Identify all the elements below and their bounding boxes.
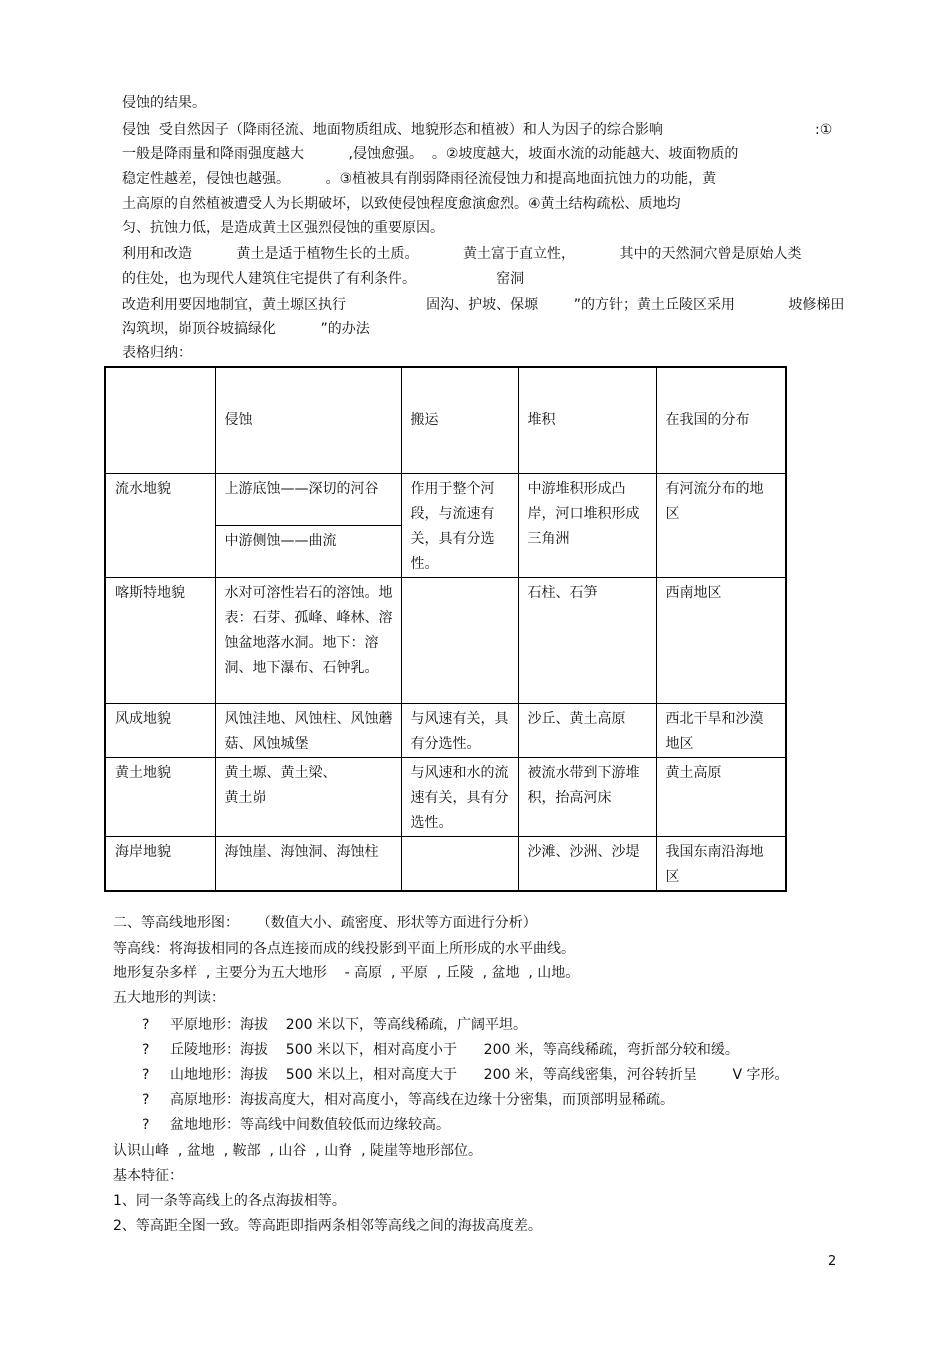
bullet-text: 高原地形：海拔高度大，相对高度小，等高线在边缘十分密集，而顶部明显稀疏。 (170, 1092, 674, 1108)
row-name: 流水地貌 (105, 474, 215, 578)
bullet-mark: ? (142, 1092, 150, 1108)
intro-line: 匀、抗蚀力低，是造成黄土区强烈侵蚀的重要原因。 (122, 220, 444, 236)
erosion-cell (215, 474, 401, 578)
intro-line: 侵蚀的结果。 (122, 95, 206, 111)
erosion-sub: 上游底蚀——深切的河谷 (216, 474, 401, 526)
section-line: 地形复杂多样 , 主要分为五大地形 - 高原 , 平原 , 丘陵 , 盆地 , 山地。 (113, 965, 580, 981)
deposit-cell: 石柱、石笋 (518, 578, 656, 704)
transport-cell (401, 837, 518, 892)
table-row (105, 474, 786, 578)
bullet-text: 丘陵地形：海拔 500 米以下，相对高度小于 200 米，等高线稀疏，弯折部分较和缓。 (170, 1042, 739, 1058)
row-name: 黄土地貌 (105, 758, 215, 837)
distribution-cell: 有河流分布的地区 (656, 474, 786, 578)
section-line: 五大地形的判读： (113, 990, 225, 1006)
deposit-cell: 沙丘、黄土高原 (518, 704, 656, 758)
erosion-sub: 中游侧蚀——曲流 (224, 533, 337, 549)
transport-cell: 与风速有关，具有分选性。 (401, 704, 518, 758)
erosion-cell: 风蚀洼地、风蚀柱、风蚀蘑菇、风蚀城堡 (215, 704, 401, 758)
distribution-cell: 我国东南沿海地区 (656, 837, 786, 892)
intro-line-end: :① (815, 122, 833, 138)
bullet-text: 盆地地形：等高线中间数值较低而边缘较高。 (170, 1117, 450, 1133)
intro-line: 土高原的自然植被遭受人为长期破坏，以致使侵蚀程度愈演愈烈。④黄土结构疏松、质地均 (122, 196, 681, 212)
table-row (105, 837, 786, 892)
erosion-cell (215, 758, 401, 837)
page-number: 2 (828, 1254, 837, 1269)
erosion-line: 黄土塬、黄土梁、 (224, 765, 337, 781)
section-line: 认识山峰 , 盆地 , 鞍部 , 山谷 , 山脊 , 陡崖等地形部位。 (113, 1143, 483, 1159)
erosion-line: 黄土峁 (224, 790, 267, 806)
header-cell (105, 367, 215, 474)
distribution-cell: 西南地区 (656, 578, 786, 704)
row-name: 喀斯特地貌 (105, 578, 215, 704)
intro-line: 的住处，也为现代人建筑住宅提供了有利条件。 窑洞 (122, 271, 525, 287)
intro-line: 利用和改造 黄土是适于植物生长的土质。 黄土富于直立性， 其中的天然洞穴曾是原始人类 (122, 246, 802, 262)
row-name: 海岸地貌 (105, 837, 215, 892)
row-name: 风成地貌 (105, 704, 215, 758)
intro-line: 稳定性越差，侵蚀也越强。 。③植被具有削弱降雨径流侵蚀力和提高地面抗蚀力的功能，黄 (122, 171, 717, 187)
intro-line: 侵蚀 受自然因子（降雨径流、地面物质组成、地貌形态和植被）和人为因子的综合影响 (122, 122, 663, 138)
section-line: 1、同一条等高线上的各点海拔相等。 (113, 1193, 346, 1209)
bullet-text: 平原地形：海拔 200 米以下，等高线稀疏，广阔平坦。 (170, 1017, 527, 1033)
section-title: 二、等高线地形图： （数值大小、疏密度、形状等方面进行分析） (113, 915, 537, 931)
distribution-cell: 黄土高原 (656, 758, 786, 837)
bullet-mark: ? (142, 1017, 150, 1033)
erosion-cell: 海蚀崖、海蚀洞、海蚀柱 (215, 837, 401, 892)
transport-cell: 与风速和水的流速有关，具有分选性。 (401, 758, 518, 837)
section-line: 等高线：将海拔相同的各点连接而成的线投影到平面上所形成的水平曲线。 (113, 941, 575, 957)
intro-line: 改造利用要因地制宜，黄土塬区执行 固沟、护坡、保塬 ”的方针；黄土丘陵区采用 坡修梯田 (122, 297, 845, 313)
table-header-row (105, 367, 786, 474)
table-row (105, 704, 786, 758)
header-cell: 搬运 (401, 367, 518, 474)
table-row (105, 758, 786, 837)
intro-line: 一般是降雨量和降雨强度越大 ,侵蚀愈强。 。②坡度越大，坡面水流的动能越大、坡面物质的 (122, 146, 739, 162)
intro-line: 沟筑坝，峁顶谷坡搞绿化 ”的办法 (122, 321, 370, 337)
erosion-cell: 水对可溶性岩石的溶蚀。地表：石芽、孤峰、峰林、溶蚀盆地落水洞。地下：溶洞、地下瀑布、石钟乳。 (215, 578, 401, 704)
transport-cell: 作用于整个河段，与流速有关，具有分选性。 (401, 474, 518, 578)
bullet-mark: ? (142, 1067, 150, 1083)
table-caption: 表格归纳： (122, 345, 192, 361)
table-row (105, 578, 786, 704)
header-cell: 在我国的分布 (656, 367, 786, 474)
section-line: 基本特征： (113, 1168, 183, 1184)
transport-cell (401, 578, 518, 704)
deposit-cell: 被流水带到下游堆积，抬高河床 (518, 758, 656, 837)
bullet-mark: ? (142, 1042, 150, 1058)
deposit-cell: 沙滩、沙洲、沙堤 (518, 837, 656, 892)
bullet-mark: ? (142, 1117, 150, 1133)
distribution-cell: 西北干旱和沙漠地区 (656, 704, 786, 758)
header-cell: 侵蚀 (215, 367, 401, 474)
section-line: 2、等高距全图一致。等高距即指两条相邻等高线之间的海拔高度差。 (113, 1218, 542, 1234)
deposit-cell: 中游堆积形成凸岸，河口堆积形成三角洲 (518, 474, 656, 578)
landform-table (104, 366, 787, 892)
header-cell: 堆积 (518, 367, 656, 474)
bullet-text: 山地地形：海拔 500 米以上，相对高度大于 200 米，等高线密集，河谷转折呈 V 字形。 (170, 1067, 789, 1083)
